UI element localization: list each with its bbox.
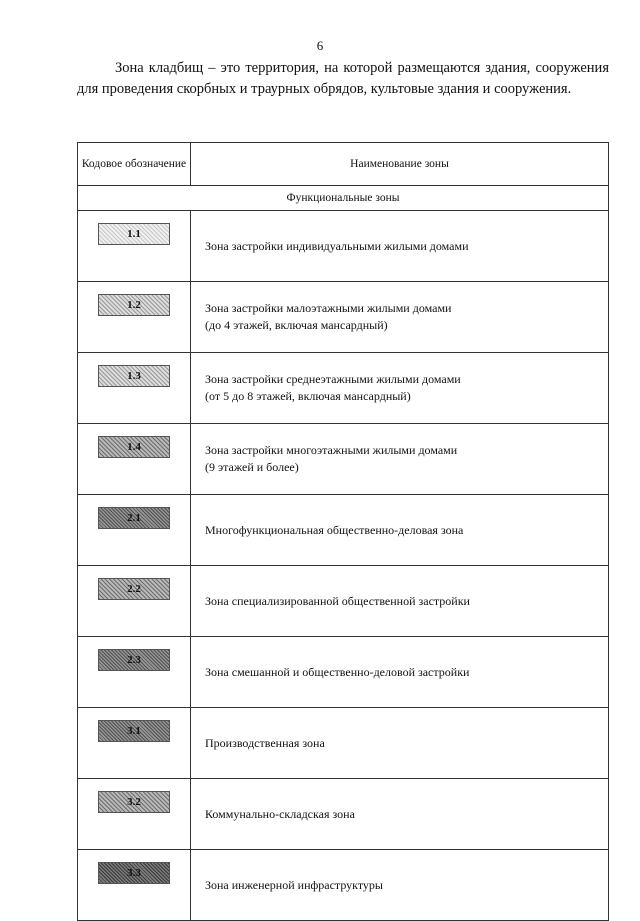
zone-name: Зона застройки индивидуальными жилыми домами	[205, 238, 469, 253]
zone-name-cell	[191, 637, 609, 708]
zone-name: Зона смешанной и общественно-деловой застройки	[205, 664, 470, 679]
zone-code-cell	[78, 637, 191, 708]
zone-name-cell	[191, 779, 609, 850]
zone-name-cell	[191, 282, 609, 353]
zone-name-cell	[191, 850, 609, 921]
zone-code-cell	[78, 282, 191, 353]
zone-swatch: 3.2	[98, 791, 170, 813]
zone-code-cell	[78, 779, 191, 850]
table-row	[78, 779, 609, 850]
zone-swatch: 3.1	[98, 720, 170, 742]
table-row	[78, 211, 609, 282]
zone-swatch: 1.4	[98, 436, 170, 458]
zone-code-cell	[78, 211, 191, 282]
zone-code-cell	[78, 495, 191, 566]
zone-rows	[78, 211, 609, 921]
zone-swatch: 1.2	[98, 294, 170, 316]
zone-code-cell	[78, 353, 191, 424]
zone-name: Зона застройки многоэтажными жилыми домами	[205, 443, 458, 457]
zone-swatch: 2.2	[98, 578, 170, 600]
table-row	[78, 353, 609, 424]
section-label: Функциональные зоны	[78, 186, 609, 211]
zone-swatch: 2.1	[98, 507, 170, 529]
zone-name-note: (9 этажей и более)	[205, 460, 299, 474]
zone-code-cell	[78, 424, 191, 495]
zone-name: Зона специализированной общественной застройки	[205, 593, 470, 608]
table-row	[78, 424, 609, 495]
zone-swatch: 1.1	[98, 223, 170, 245]
zone-name-cell	[191, 495, 609, 566]
header-code: Кодовое обозначение	[78, 143, 191, 186]
zone-name: Зона инженерной инфраструктуры	[205, 877, 383, 892]
zone-code-cell	[78, 708, 191, 779]
table-row	[78, 282, 609, 353]
zone-swatch: 2.3	[98, 649, 170, 671]
zone-name-cell	[191, 353, 609, 424]
table-row	[78, 495, 609, 566]
zone-name-cell	[191, 566, 609, 637]
zone-name-cell	[191, 424, 609, 495]
table-row	[78, 850, 609, 921]
zone-name-note: (до 4 этажей, включая мансардный)	[205, 318, 388, 332]
zone-name-cell	[191, 708, 609, 779]
zone-name: Многофункциональная общественно-деловая зона	[205, 522, 464, 537]
intro-paragraph: Зона кладбищ – это территория, на которой размещаются здания, сооружения для проведения скорбных и траурных обрядов, культовые здания и сооружения.	[77, 60, 609, 97]
zone-swatch: 1.3	[98, 365, 170, 387]
table-row	[78, 566, 609, 637]
zone-name: Производственная зона	[205, 735, 325, 750]
table-row	[78, 637, 609, 708]
zones-table	[77, 142, 609, 921]
zone-code-cell	[78, 850, 191, 921]
zone-swatch: 3.3	[98, 862, 170, 884]
zone-code-cell	[78, 566, 191, 637]
zone-name: Зона застройки среднеэтажными жилыми домами	[205, 372, 461, 386]
zone-name: Зона застройки малоэтажными жилыми домами	[205, 301, 452, 315]
zone-name-note: (от 5 до 8 этажей, включая мансардный)	[205, 389, 411, 403]
zone-name: Коммунально-складская зона	[205, 806, 355, 821]
table-row	[78, 708, 609, 779]
section-row	[78, 186, 609, 211]
page-number: 6	[316, 38, 324, 53]
table-header-row	[78, 143, 609, 186]
zone-name-cell	[191, 211, 609, 282]
header-name: Наименование зоны	[191, 143, 609, 186]
